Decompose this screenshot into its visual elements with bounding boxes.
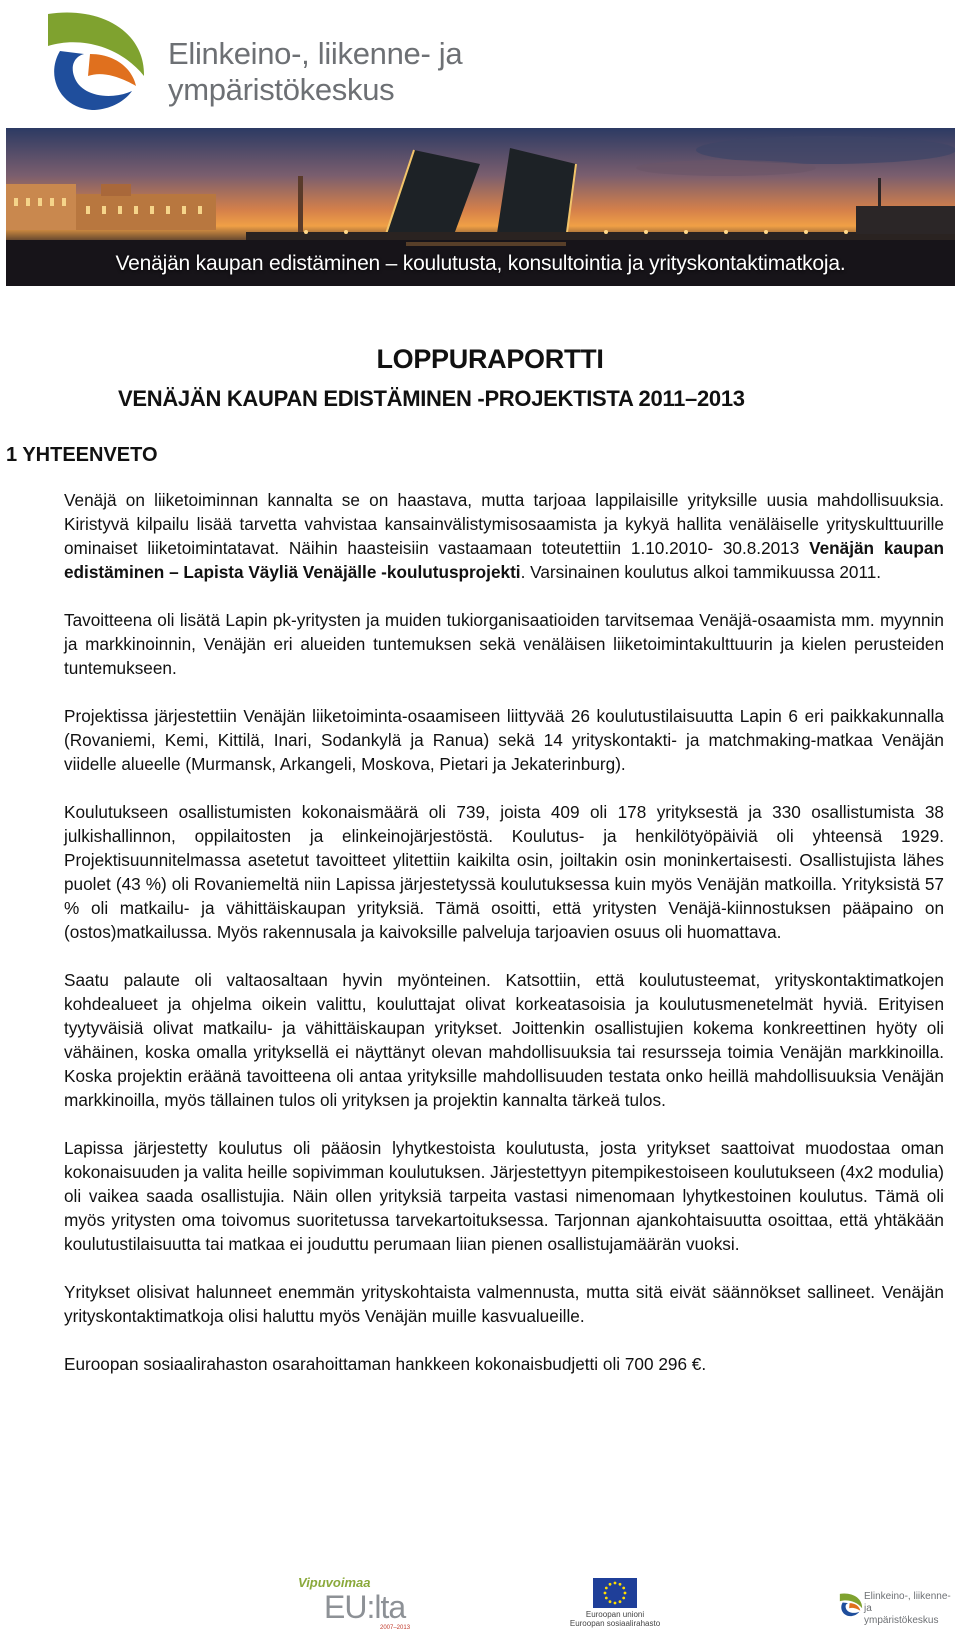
- eu-text: [565, 1610, 665, 1628]
- ely-logo-small: [838, 1588, 953, 1628]
- paragraph-5: Saatu palaute oli valtaosaltaan hyvin myönteinen. Katsottiin, että koulutusteemat, yrityskontaktimatkojen kohdealueet ja ohjelma oikein valittu, kouluttajat olivat korkeatasoisia ja koulutusmenetelmät hyviä. Erityisen tyytyväisiä olivat matkailu- ja vähittäiskaupan yritykset. Joittenkin osallistujien kokema konkreettinen hyöty oli vähäinen, koska omalla yrityksellä ei näyttänyt olevan mahdollisuuksia tai resursseja toimia Venäjän markkinoilla. Koska projektin eräänä tavoitteena oli antaa yrityksille mahdollisuuden testata onko heillä mahdollisuuksia Venäjän markkinoilla, myös tällainen tulos oli yrityksen ja projektin kannalta tärkeä tulos.: [64, 970, 944, 1110]
- footer-logos: [0, 1560, 960, 1633]
- ely-logo: [40, 6, 560, 118]
- paragraph-1-text-b: . Varsinainen koulutus alkoi tammikuussa 2011.: [520, 562, 882, 582]
- eu-flag-icon: [593, 1578, 637, 1608]
- paragraph-8: Euroopan sosiaalirahaston osarahoittaman hankkeen kokonaisbudjetti oli 700 296 €.: [64, 1354, 707, 1374]
- vipu-main-text: EU:lta: [324, 1589, 406, 1625]
- section-heading: 1 YHTEENVETO: [6, 444, 158, 466]
- eu-line1: Euroopan unioni: [585, 1610, 645, 1619]
- report-title: LOPPURAPORTTI: [376, 344, 604, 374]
- org-name-line1: Elinkeino-, liikenne- ja: [168, 36, 463, 71]
- paragraph-7: Yritykset olisivat halunneet enemmän yrityskohtaista valmennusta, mutta sitä eivät säännökset sallineet. Venäjän yrityskontaktimatkoja olisi haluttu myös Venäjän muille kasvualueille.: [64, 1282, 944, 1326]
- org-name-line2: ympäristökeskus: [168, 72, 395, 107]
- paragraph-4: Koulutukseen osallistumisten kokonaismäärä oli 739, joista 409 oli 178 yrityksestä ja 330 osallistumista 38 julkishallinnon, oppilaitosten ja elinkeinojärjestöstä. Koulutus- ja henkilötyöpäiviä oli yhteensä 1929. Projektisuunnitelmassa asetetut tavoitteet ylitettiin kaikilta osin, joiltakin osin moninkertaisesti. Osallistujista lähes puolet (43 %) oli Rovaniemeltä niin Lapissa järjestetyssä koulutuksessa kuin myös Venäjän matkoilla. Yrityksistä 57 % oli matkailu- ja vähittäiskaupan yrityksiä. Tämä osoitti, että yritysten Venäjä-kiinnostuksen pääpaino on (ostos)matkailussa. Myös rakennusala ja kaivoksille palveluja tarjoavien osuus oli huomattava.: [64, 802, 944, 942]
- vipu-years-text: 2007–2013: [380, 1625, 411, 1631]
- project-name-bold: Venäjän kaupan edistäminen – Lapista Väyliä Venäjälle -koulutusprojekti: [64, 538, 944, 582]
- eu-line2: Euroopan sosiaalirahasto: [569, 1619, 661, 1628]
- ely-emblem-icon: [40, 6, 152, 118]
- report-subtitle: VENÄJÄN KAUPAN EDISTÄMINEN -PROJEKTISTA 2011–2013: [118, 386, 745, 411]
- ely-small-line2: ympäristökeskus: [864, 1615, 939, 1626]
- paragraph-2: Tavoitteena oli lisätä Lapin pk-yritysten ja muiden tukiorganisaatioiden tarvitsemaa Venäjä-osaamista mm. myynnin ja markkinoinnin, Venäjän eri alueiden tuntemuksen sekä venäläisen liiketoimintakulttuurin ja kielen perusteiden tuntemukseen.: [64, 610, 944, 678]
- paragraph-3: Projektissa järjestettiin Venäjän liiketoiminta-osaamiseen liittyvää 26 koulutustilaisuutta Lapin 6 eri paikkakunnalla (Rovaniemi, Kemi, Kittilä, Inari, Sodankylä ja Ranua) sekä 14 yrityskontakti- ja matchmaking-matkaa Venäjän viidelle alueelle (Murmansk, Arkangeli, Moskova, Pietari ja Jekaterinburg).: [64, 706, 944, 774]
- summary-body: [64, 488, 944, 1400]
- paragraph-6: Lapissa järjestetty koulutus oli pääosin lyhytkestoista koulutusta, josta yritykset saattoivat muodostaa oman kokonaisuuden ja valita heille sopivimman koulutuksen. Järjestettyyn pitempikestoiseen koulutukseen (4x2 modulia) oli vaikea saada osallistujia. Näin ollen yrityksiä tarpeita vastasi nimenomaan lyhytkestoinen koulutus. Tämä oli myös yritysten oma toivomus suoritetussa tarvekartoituksessa. Tarjonnan ajankohtaisuutta osoittaa, että yhtäkään koulutustilaisuutta tai matkaa ei jouduttu perumaan liian pienen osallistujamäärän vuoksi.: [64, 1138, 944, 1254]
- ely-small-line1: Elinkeino-, liikenne- ja: [864, 1591, 951, 1614]
- ely-small-name: [864, 1591, 953, 1627]
- ely-emblem-small-icon: [838, 1588, 864, 1622]
- vipuvoimaa-eu-logo: [298, 1575, 418, 1633]
- eu-esf-logo: [565, 1578, 665, 1633]
- vipu-top-text: Vipuvoimaa: [298, 1575, 371, 1590]
- header-banner: [6, 128, 955, 286]
- banner-caption: Venäjän kaupan edistäminen – koulutusta, konsultointia ja yrityskontaktimatkoja.: [115, 252, 846, 275]
- paragraph-1: [64, 488, 944, 584]
- paragraph-1-text-a: Venäjä on liiketoiminnan kannalta se on haastava, mutta tarjoaa lappilaisille yrityksille uusia mahdollisuuksia. Kiristyvä kilpailu lisää tarvetta vahvistaa kansainvälistymisosaamista ja kykyä hallita venäläiselle yrityskulttuurille ominaiset liiketoimintatavat. Näihin haasteisiin vastaamaan toteutettiin 1.10.2010- 30.8.2013: [64, 490, 944, 558]
- org-name: [168, 36, 462, 108]
